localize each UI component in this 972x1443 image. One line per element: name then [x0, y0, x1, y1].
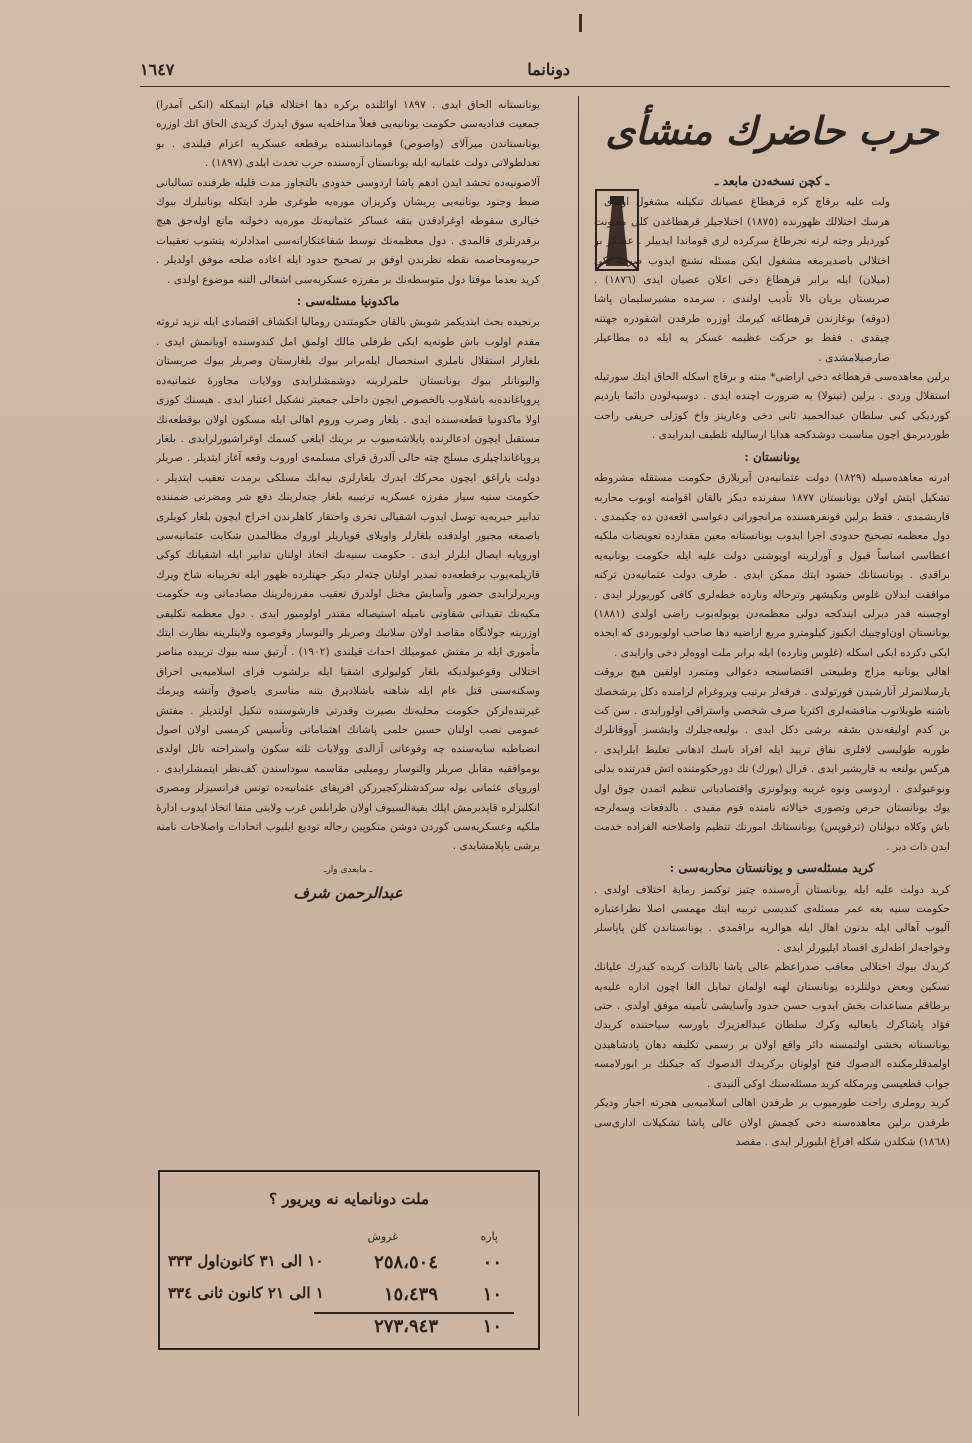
section-heading-greece: يونانستان : [744, 449, 800, 464]
donation-box-title: ملت دونانمايه نه ويريور ؟ [269, 1190, 429, 1208]
right-column [594, 170, 950, 1420]
page-number: ١٦٤٧ [140, 60, 175, 79]
total-rule [314, 1312, 514, 1314]
section-heading-crete: كريد مسئله‌سى و يونانستان محاربه‌سى : [669, 861, 875, 876]
left-column [156, 96, 540, 1160]
paragraph: برنجيده بحث ايتديكمز شويش بالقان حكومتندن روماليا انكشاف اقتصادى ايله نزيد ثروته مقدم اولوب باش طونه‌يه ايكى طرفلى مالك اولمق امل كندوسنده اويانمش ايدى . بلغارلر استقلال ناملرى استحصال ايله‌برابر بيوك بلغارستان وصربلر بيوك صربستان واليونانلر بيوك يونانستان حلمرلرينه دوشمشلرايدى وولايات مجاورۀ عثمانيه‌ده پروپاغانده‌يه باشلاوب بالخصوص ايچون داخلى جمعيتر تشكيل اعتبار ايدى . هيسنك كوزى اولا ماكدونيا قطعه‌سنده ايدى . بلغار وصرب وروم اهالى ايله مسكون اولان بوقطعه‌نك مستقبل ايچون ادعالرنده پايلاشه‌ميوب بر برينك ايلغى كسمك اوغراشيورلرايدى . بلغار پروپاغانداچيلرى مسلح چته حالى آلدرق قراى مسلمه‌ى اوروب وقعه آغاز ايتديلر . صربلر دولت ياراغق ايچون محركك ايدرك بلغارلرى نيه‌ابك مسلكى برمدت تعقيب ايتديلر . حكومت سنيه سيار مفرزه عسكريه ترتيبيه بلغار چته‌لرينك دفع شر ومضرتى ضمننده تدابير جبريه‌يه توسل ايدوب اشقيالى تخرى واحتقار كاهلرندن اخراج ايچون بلغار كويلرى باصمغه مجبور اولدقده بلغارلر واويلاى قوپاريلر اوروك مظالمدن شكايت عثمانيه‌سى اوروپايه ايصال ايلرلر ايدى . حكومت سنيه‌نك اتخاذ اولنان تدابير ايله اشقيانك كوكى قازيلمه‌يوب برقطعه‌ده تمدير اولنان چته‌لر ديكر جهتلرده ظهور ايله تخريبانه شاخ ويرك ويريرلرايدى حضور وآسايش مختل اولدرق تعقيب مفرزه‌لرينك مصادماتى ونه حكومت مكيه‌نك تقيداتى شقاوتى ناميله استيصاله مقتدر اولوميور ايدى . دول معظمه تكليفى اوزرينه جولانگاه مقاصد اولان سلانيك وصربلر والنوسار وقوصوه ولايتلرينه نظارت ايتك مأمورى ايله بر مفتش عموميلك احداث قيلندى (١٩٠٢) . آرتيق سنه بيوك تريبده مناصر اختلالى وقوعبولديكه بلغار كوليولرى اشقيا ايله برلشوب قراى اسلاميه‌يى احراق وسكنه‌سنى قتل عام ايله شاهنه باشلاديرق بتنه مناسرى ياصوق وآتشه ويرمك غيرتنده‌لركن حكومت محليه‌نك بصيرت وقدرتى قارشوسنده تنكيل اولنديلر . مفتش عمومى نصب اولنان حسين حلمى پاشانك اهتماماتى وتأسيس كرمسى اولان اصول انضباطيه سايه‌سنده چه وقوعاتى آزالدى وولايات ثلثه سكون واستراحته نائل اولدى بوموافقيه مقابل صربلر والنوسار روميليى مقاسمه سوداسندن كف‌نظر ايتمشلرايدى . اوروپاى عثمانى بوله سركدشتلركچيرركن افريقاى عثمانيه‌ده تونس فرانسيزلر ومصرى انكليزلره قاپديرمش ايلك بقيةالسيوف اولان طرابلس غرب ولايتى منفا اتخاذ ايدوب ادارۀ ملكيه وعسكريه‌سى كوردن دوشن متكوپين رجاله توديع ايليوب اتحادات واصلاحات نامنه برشى ياپلامشايدى . [156, 316, 540, 853]
paragraph: اهالى يونانيه مزاج وطبيعتى اقتضاسنجه دعوالى ومتمرد اولفين هيچ بروقت يارسلانمزلر آنارشيدن قورتولدى . فرقه‌لر برتيب ويروغرام لرامنده دكل برشخصك باشنه طوبلانوب مناقشه‌لرى اكثريا صرف شخصى واستراقى اولورايدى . سن كت بن كدم اوليقه‌ندن بشقه برشى دكل ايدى . بولبعه‌جيلرك وايشسز آووقاتلرك طوربه طوليسى لافلرى نفاق ترييد ايله افراد ناسك اذهانى تعليط ايلرايدى . هركس بولنعه به قاريشير ايدى . قرال (يورك) تك دورحكومتنده اتش قدرتنده بدلى ونوعبولدى . اردوسى ونوه غريبه وبولونزى واقتصادياتى تنظيم اتمدن چوق اول يوك يونانستان حرص وتصورى خيالاته نامنده قوم مفيدى . بالدفعات وسه‌لرجه باش وكلاه دبولنان (ترقوپس) يونانستانك امورنك تنظيم واصلاحنه الفزاده خدمت ايدن ذات دير . [594, 666, 950, 853]
ink-mark [579, 14, 582, 32]
row-para: ١٠ [482, 1284, 502, 1305]
row-kurus: ١٥،٤٣٩ [383, 1284, 438, 1305]
column-header-para: پاره [480, 1230, 498, 1243]
author-signature: عبدالرحمن شرف [293, 884, 403, 903]
donation-row [160, 1252, 538, 1280]
article-subtitle: ـ كچن نسخه‌دن مابعد ـ [714, 174, 830, 188]
header-rule [140, 86, 950, 87]
donation-row [160, 1284, 538, 1312]
paragraph: ولت عليه برقاچ كره قرهطاغ عصيانك تنكيلنه مشغول اولدى . هرسك اختلالك ظهورنده (١٨٧٥) اختلاجيلر قرهطاغدن كلى معاونت كورديلر وجته لرنه نجرطاغ سركرده لرى قوماندا ايدييلر . عسكر بو اختلالى باصديرمغه مشغول ايكن مسئله نشنچ ايدوب صرب بكى (ميلان) ايله برابر قرهطاغ دخى اعلان عصيان ايدى (١٨٧٦) . صربستان بريان بالا تأديب اولندى . سرمده مشيرسليمان پاشا (دوقه) بوغازندن قرهطاغه كيرمك اوزره طرفدن اشقودره جهتنه چيقدى . فقط بو حركت عظيمه عسكر يه ايله ده مطاعيلر صارصيلامشدى . [594, 196, 891, 364]
running-head [140, 60, 570, 79]
column-divider [578, 96, 579, 1416]
paragraph: كريدك بيوك اختلالى معاقب صدراعظم عالى پاشا بالذات كريده كيدرك عليانك تسكين وبعض دولتلرده يونانستان لهنه اولمان تمايل الغا اچون اداره عليه‌يه برطاقم مساعدات بخش ايدوب حسن حدود وآسايشى تأمينه موفق اولدى . حتى فؤاد پاشاكرك بابعاليه وكرك سلطان عبدالعزيزك ياورسه سياحتنده كريدك يونانستانه بخشى اولنمسنه دائر واقع اولان بر رسمى تكليفه دهان پادشاهيدن اولمدقلرمكنده الدصوك فتح اولونان بركريدك الدصوك كه جيكنك بر ابورلامسه جواب قطعيسى ويرمكله كريد مسئله‌سنك اوكى آلنيدى . [594, 961, 950, 1090]
column-header-kurus: غروش [367, 1230, 398, 1243]
paragraph: كريد روملرى راحت طورميوب بر طرفدن اهالى اسلاميه‌يى هجرته اجبار وديكر طرفدن برلين معاهده‌سنه دخى كچمش اولان عالى پاشا تشكيلات ادارى‌سى (١٨٦٨) شكلدن شكله افراغ ايليورلر ايدى . مقصد [594, 1097, 950, 1148]
row-kurus: ٢٥٨،٥٠٤ [374, 1252, 438, 1273]
row-period: ١٠ الى ٣١ كانون‌اول ٣٣٣ [168, 1252, 324, 1270]
magazine-name: دونانما [527, 60, 570, 79]
section-heading-macedonia: ماكدونيا مسئله‌سى : [296, 294, 400, 309]
paragraph: كريد دولت عليه ايله يونانستان آره‌سنده چتيز توكنمز رماية اختلاف اولدى . حكومت سنيه بغه عمر مسئله‌ى كنديسى تربيه ايتك مهمسى اصلا نظراعتباره آليوب آهالى ايله بدنون اهال ايله هوالريه براقمدى . يونانستاندن كلن پاپاسلر وخواجه‌لر اطه‌لرى افساد ايليورلر ايدى . [594, 883, 950, 954]
paragraph: برلين معاهده‌سى قرهطاغه دخى اراضى* منته و برقاچ اسكله الحاق ايتك سورتيله استقلال وردى . برلين (تبنولا) به ضرورت اچنده ايدى . دوسيه‌لودن دائما بارديم كورديكى كبى سلطان عبدالحميد ثانى دخى وعارينز واخ كوزلى حريفى راحت طوردبرمق اچون مناسبت دوشدكجه هدايا ارساليله تلطيف ايدرايدى . [594, 371, 950, 442]
paragraph: آلاصونيه‌ده تحشد ايدن ادهم پاشا اردوسى حدودى بالتجاوز مدت قليله ظرفنده تساليانى ضبط وجنود يونانيه‌يى پريشان وكريزان موره‌يه طوغرى طرد ايتكله يونانيلرك بيوك خيالرى سقوطه اوغرادقدن بتقه عساكر عثمانيه‌نك موره‌يه دخولنه مانع اوله‌جق هيچ برقدرتلرى قالمدى . دول معظمه‌نك توسط شفاعتكارانه‌سى امدادلرنه يتشوب تعقيبات حربيه‌ومحاصمه نقطه نظرندن اوفق بر تصحيح حدود ايله اعاده صلحه موفق اولديلر . كريد بعدما موقتا دول متوسطه‌نك بر مفرزه عسكريه‌سى اشغالى التنه موضوع اولدى . [156, 176, 540, 286]
paragraph: يونانستانه الحاق ايدى . ١٨٩٧ اوائلنده بركره دها اختلاله قيام ايتمكله (انكى آمدرا) جمعيت فداديه‌سى حكومت يونانيه‌يى فعلاً مداخله‌يه سوق ايدرك كريدى الحاق اتك اوزره يونانستاندن ميرآلاى (واصوص) قوماندانسنده برقطعه عسكريه اعزام قيلندى . بو تعدلطولاتى دولت عثمانيه ايله يونانستان آره‌سنده حرب تحدث ايلدى (١٨٩٧) . [156, 99, 540, 170]
donation-box [158, 1170, 540, 1350]
donation-total-row [160, 1316, 538, 1344]
total-para: ١٠ [482, 1316, 502, 1337]
row-para: ٠٠ [482, 1252, 502, 1273]
total-kurus: ٢٧٣،٩٤٣ [374, 1316, 438, 1337]
continued-note: ـ مابعدى وارـ [323, 864, 373, 875]
row-period: ١ الى ٢١ كانون ثانى ٣٣٤ [168, 1284, 324, 1302]
paragraph: ادرنه معاهده‌سيله (١٨٢٩) دولت عثمانيه‌دن آيريلارق حكومت مستقله مشروطه تشكيل ايتش اولان يونانستان ١٨٧٧ سفرنده ديكر بالقان اقوامنه اويوب محاربه قاريشمدى . فقط برلين قونفرهسنده مرانجوراتى دعواسى اقعه‌دن ده چكيمدى . دول معظمه تصحيح حدودى اجرا ايدوب يونانستانه معين مقدارده تعويضات ملكيه اعطاسى اساساً قبول و آورلرينه اويوشنى دولت عليه ايله حكومت يونانيه‌يه براقدى . يونانستانك خشود ايتك ممكن ايدى . طرف دولت عثمانيه‌دن تركنه موافقت ايدلان غلوس وبكيشهر وترحاله ونارده خطه‌لرى كافى كوريورلر ايدى . اوچسنه قدر دبرلى ايندكجه دولى معظمه‌دن بوبوله‌بوب راضى اولدى (١٨٨١) يونانستان اون‌اوچبيك ايكيوز كيلومترو مربع اراضيه دها صاحب اولويوردى كه ابجده ايكى دكرده ايكى اسكله (غلوس ونارده) ايله برابر ملت اووه‌لر دخى وارايدى . [594, 472, 950, 659]
article-title: حرب حاضرك منشأى [605, 108, 939, 153]
